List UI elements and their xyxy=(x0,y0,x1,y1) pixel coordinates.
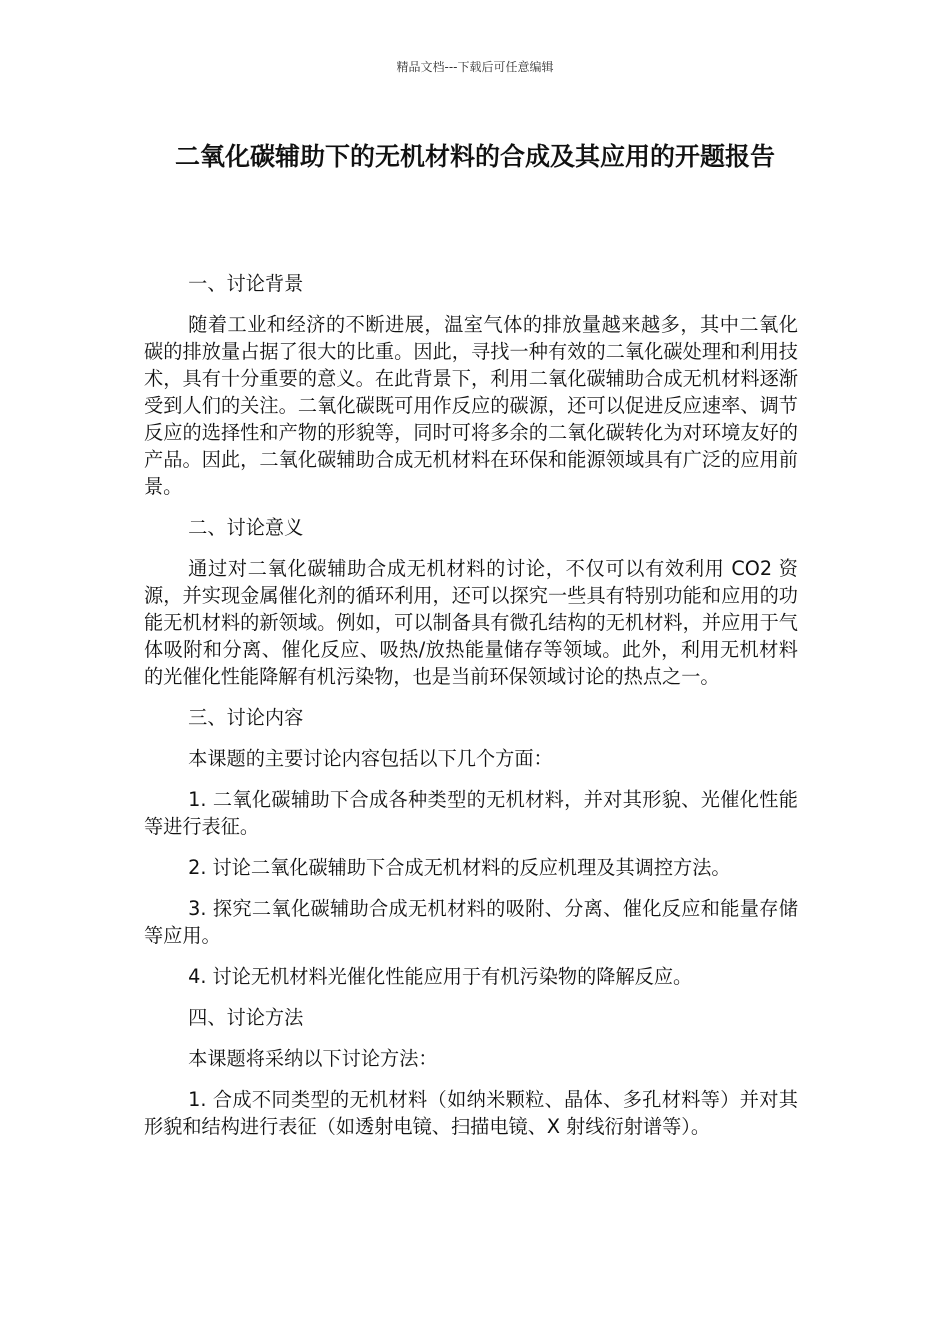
list-item-content-2: 2. 讨论二氧化碳辅助下合成无机材料的反应机理及其调控方法。 xyxy=(188,856,731,879)
section-heading-content: 三、讨论内容 xyxy=(188,706,304,729)
section-heading-background: 一、讨论背景 xyxy=(188,272,304,295)
document-title: 二氧化碳辅助下的无机材料的合成及其应用的开题报告 xyxy=(174,142,775,171)
list-item-content-1: 1. 二氧化碳辅助下合成各种类型的无机材料，并对其形貌、光催化性能等进行表征。 xyxy=(144,788,798,838)
section-heading-significance: 二、讨论意义 xyxy=(188,516,304,539)
section-heading-methods: 四、讨论方法 xyxy=(188,1006,304,1029)
list-item-content-4: 4. 讨论无机材料光催化性能应用于有机污染物的降解反应。 xyxy=(188,965,693,988)
header-note: 精品文档---下载后可任意编辑 xyxy=(396,60,554,74)
list-item-methods-1: 1. 合成不同类型的无机材料（如纳米颗粒、晶体、多孔材料等）并对其形貌和结构进行表征（如透射电镜、扫描电镜、X 射线衍射谱等）。 xyxy=(144,1088,798,1138)
paragraph-background: 随着工业和经济的不断进展，温室气体的排放量越来越多，其中二氧化碳的排放量占据了很大的比重。因此，寻找一种有效的二氧化碳处理和利用技术，具有十分重要的意义。在此背景下，利用二氧化碳辅助合成无机材料逐渐受到人们的关注。二氧化碳既可用作反应的碳源，还可以促进反应速率、调节反应的选择性和产物的形貌等，同时可将多余的二氧化碳转化为对环境友好的产品。因此，二氧化碳辅助合成无机材料在环保和能源领域具有广泛的应用前景。 xyxy=(144,313,798,498)
paragraph-content-intro: 本课题的主要讨论内容包括以下几个方面： xyxy=(188,747,553,770)
paragraph-significance: 通过对二氧化碳辅助合成无机材料的讨论，不仅可以有效利用 CO2 资源，并实现金属催化剂的循环利用，还可以探究一些具有特别功能和应用的功能无机材料的新领域。例如，可以制备具有微孔结构的无机材料，并应用于气体吸附和分离、催化反应、吸热/放热能量储存等领域。此外，利用无机材料的光催化性能降解有机污染物，也是当前环保领域讨论的热点之一。 xyxy=(144,557,798,688)
document-body xyxy=(144,270,798,1154)
list-item-content-3: 3. 探究二氧化碳辅助合成无机材料的吸附、分离、催化反应和能量存储等应用。 xyxy=(144,897,798,947)
paragraph-methods-intro: 本课题将采纳以下讨论方法： xyxy=(188,1047,438,1070)
